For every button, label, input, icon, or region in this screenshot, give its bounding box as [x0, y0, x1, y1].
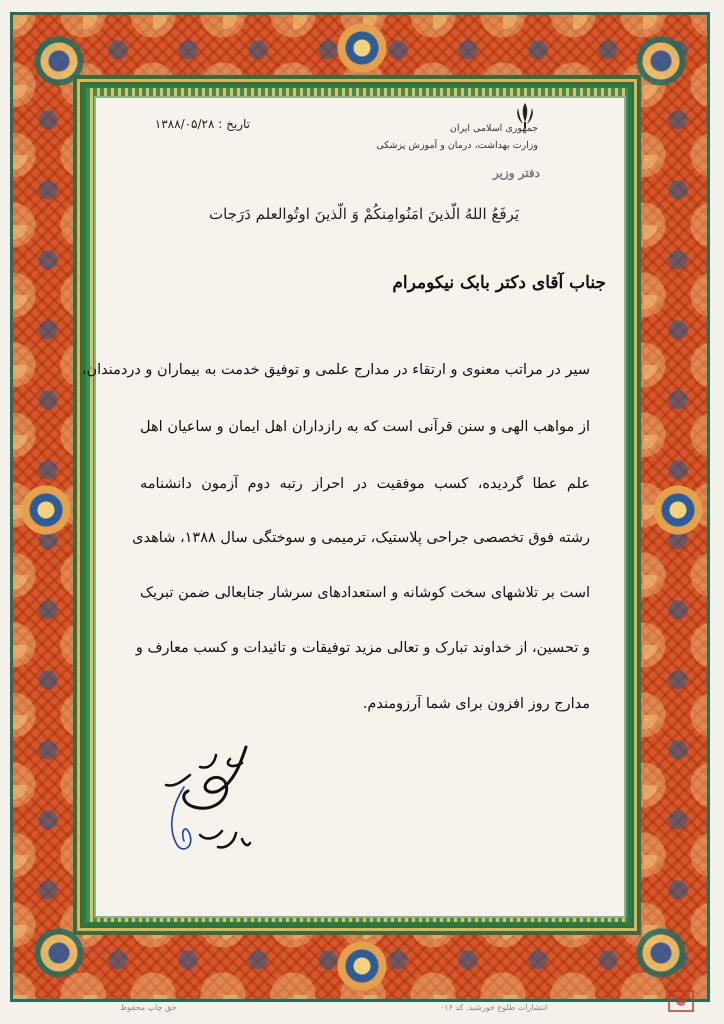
body-line: است بر تلاشهای سخت کوشانه و استعدادهای سرشار جنابعالی ضمن تبریک: [140, 585, 590, 601]
date-line: تاریخ : ۱۳۸۸/۰۵/۲۸: [154, 117, 250, 131]
ministry-line-1: جمهوری اسلامی ایران: [449, 123, 538, 134]
medallion-bottom: [332, 936, 392, 996]
footer-copyright: حق چاپ محفوظ: [120, 1003, 177, 1012]
body-line: سیر در مراتب معنوی و ارتقاء در مدارج علمی و توفیق خدمت به بیماران و دردمندان،: [81, 362, 590, 378]
handwritten-signature: [150, 735, 260, 865]
body-line: و تحسین، از خداوند تبارک و تعالی مزید توفیقات و تائیدات و کسب معارف و: [135, 640, 590, 656]
medallion-top: [332, 18, 392, 78]
quran-verse: یَرفَعُ اللهُ الّذینَ امَنُوامِنکُمْ وَ الّذینَ اوتُوالعلم دَرَجات: [209, 205, 519, 223]
medallion-left: [16, 480, 76, 540]
office-title: دفتر وزیر: [492, 166, 540, 180]
body-line: رشته فوق تخصصی جراحی پلاستیک، ترمیمی و سوختگی سال ۱۳۸۸، شاهدی: [132, 530, 590, 546]
body-line: علم عطا گردیده، کسب موفقیت در احراز رتبه دوم آزمون دانشنامه: [140, 476, 590, 492]
body-line: از مواهب الهی و سنن قرآنی است که به رازداران اهل ایمان و ساعیان اهل: [140, 419, 590, 435]
medallion-right: [648, 480, 708, 540]
ministry-line-2: وزارت بهداشت، درمان و آموزش پزشکی: [376, 140, 538, 151]
footer-publisher: انتشارات طلوع خورشید. کد ۰۱۶: [440, 1003, 548, 1012]
body-line: مدارج روز افزون برای شما آرزومندم.: [362, 696, 590, 712]
publisher-logo-icon: [668, 990, 694, 1012]
recipient-name: جناب آقای دکتر بابک نیکومرام: [392, 273, 606, 293]
